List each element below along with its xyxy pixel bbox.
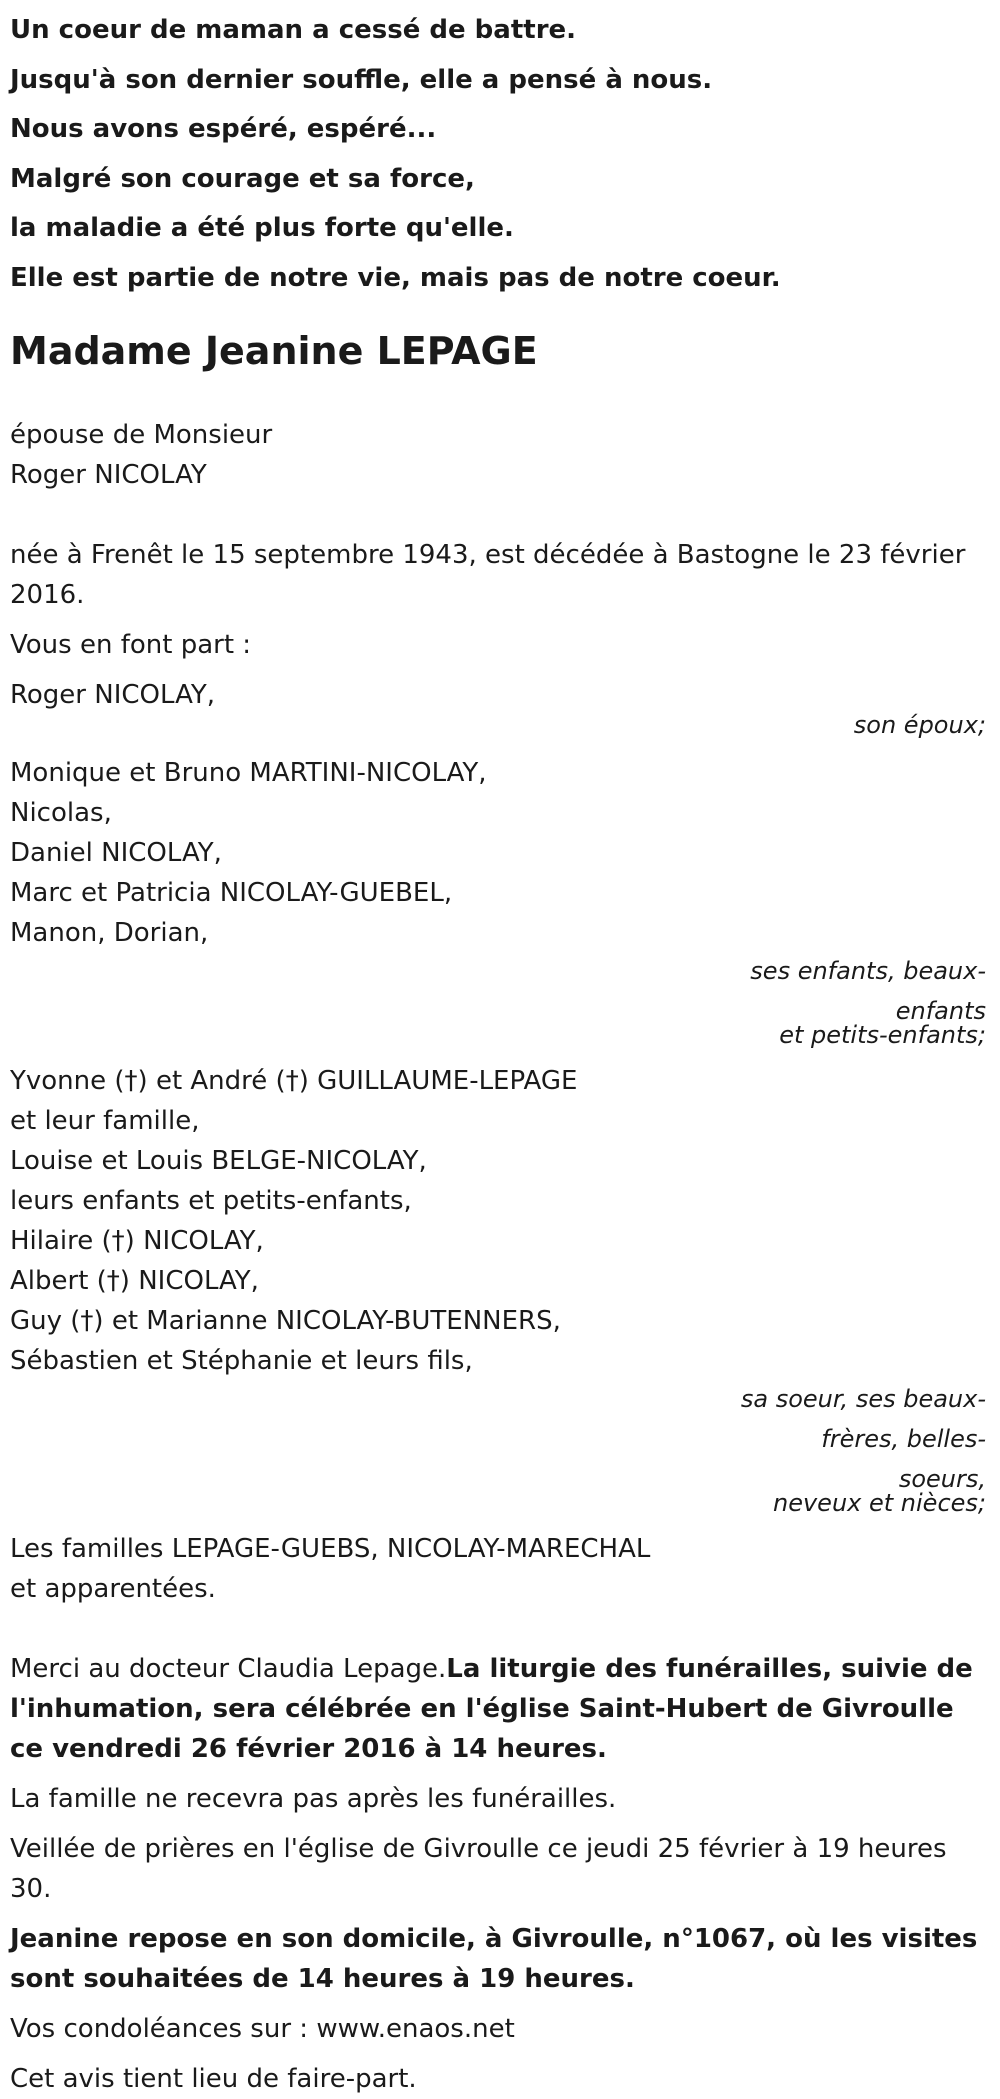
family-name-line: Marc et Patricia NICOLAY-GUEBEL, [10, 878, 453, 908]
relation-label [10, 1387, 990, 1515]
relation-line: son époux; [853, 711, 986, 739]
poem-line: Jusqu'à son dernier souffle, elle a pensé à nous. [10, 64, 713, 95]
relation-line: ses enfants, beaux- [750, 957, 986, 985]
family-name-line: Albert (†) NICOLAY, [10, 1266, 259, 1296]
relation-line: enfants [895, 997, 986, 1025]
extended-families [10, 1529, 990, 1609]
spouse-block [10, 415, 990, 495]
poem-line: Elle est partie de notre vie, mais pas de notre coeur. [10, 262, 781, 293]
spouse-line: épouse de Monsieur [10, 420, 273, 450]
poem-line: Malgré son courage et sa force, [10, 163, 475, 194]
thanks-text: Merci au docteur Claudia Lepage. [10, 1654, 447, 1684]
families-line: Les familles LEPAGE-GUEBS, NICOLAY-MARECHAL [10, 1534, 651, 1564]
poem-line: Un coeur de maman a cessé de battre. [10, 15, 577, 45]
family-name-line: Manon, Dorian, [10, 918, 209, 948]
no-reception-text: La famille ne recevra pas après les funérailles. [10, 1784, 617, 1814]
visitation-text: Jeanine repose en son domicile, à Givroulle, n°1067, où les visites sont souhaitées de 14 heures à 19 heures. [10, 1924, 978, 1994]
relation-line: et petits-enfants; [779, 1021, 986, 1049]
relation-label [10, 713, 990, 737]
family-name-line: Hilaire (†) NICOLAY, [10, 1226, 264, 1256]
family-name-line: Nicolas, [10, 798, 112, 828]
relation-line: sa soeur, ses beaux- [740, 1385, 986, 1413]
vigil-text: Veillée de prières en l'église de Givroulle ce jeudi 25 février à 19 heures 30. [10, 1834, 947, 1904]
spouse-name: Roger NICOLAY [10, 460, 207, 490]
family-name-line: Roger NICOLAY, [10, 680, 215, 710]
funeral-announcement [10, 1649, 990, 1769]
families-line: et apparentées. [10, 1574, 216, 1604]
closing-text: Cet avis tient lieu de faire-part. [10, 2064, 417, 2094]
family-name-line: Louise et Louis BELGE-NICOLAY, [10, 1146, 427, 1176]
poem-line: Nous avons espéré, espéré... [10, 114, 437, 144]
birth-death-text: née à Frenêt le 15 septembre 1943, est décédée à Bastogne le 23 février 2016. [10, 540, 966, 610]
funeral-details: La liturgie des funérailles, suivie de l'inhumation, sera célébrée en l'église Saint-Hubert de Givroulle ce vendredi 26 février 2016 à 14 heures. [10, 1654, 973, 1764]
family-name-line: Sébastien et Stéphanie et leurs fils, [10, 1346, 473, 1376]
relation-line: neveux et nièces; [773, 1489, 986, 1517]
relation-label [10, 959, 990, 1047]
family-group-siblings [10, 1061, 990, 1515]
family-group-spouse [10, 675, 990, 737]
poem-line: la maladie a été plus forte qu'elle. [10, 213, 514, 243]
announce-text: Vous en font part : [10, 630, 252, 660]
deceased-name-title: Madame Jeanine LEPAGE [10, 329, 538, 373]
family-name-line: leurs enfants et petits-enfants, [10, 1186, 412, 1216]
condolences-text: Vos condoléances sur : www.enaos.net [10, 2014, 515, 2044]
family-name-line: Yvonne (†) et André (†) GUILLAUME-LEPAGE [10, 1066, 578, 1096]
family-name-line: Guy (†) et Marianne NICOLAY-BUTENNERS, [10, 1306, 561, 1336]
family-group-children [10, 753, 990, 1047]
relation-line: soeurs, [898, 1465, 986, 1493]
family-name-line: Daniel NICOLAY, [10, 838, 222, 868]
poem [10, 6, 990, 303]
family-name-line: et leur famille, [10, 1106, 200, 1136]
family-name-line: Monique et Bruno MARTINI-NICOLAY, [10, 758, 487, 788]
relation-line: frères, belles- [821, 1425, 986, 1453]
